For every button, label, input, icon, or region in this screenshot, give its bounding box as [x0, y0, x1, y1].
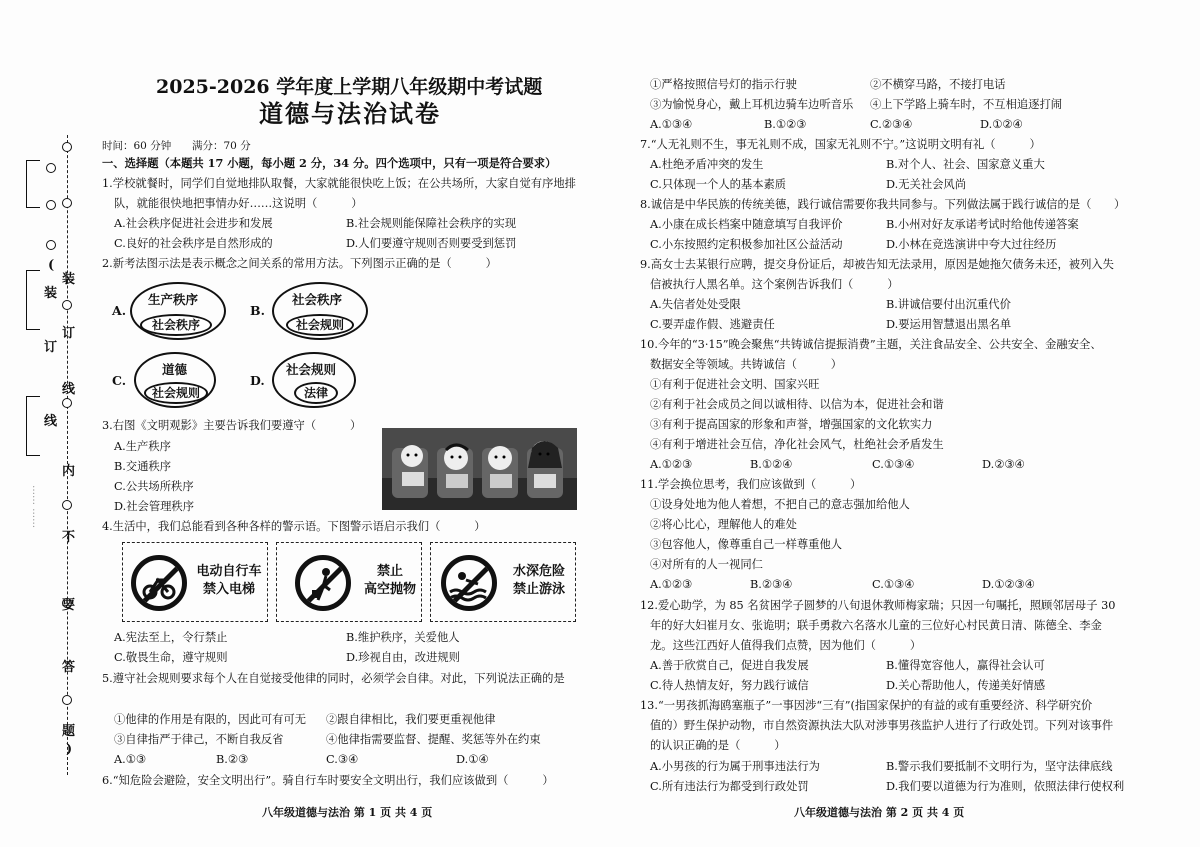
- statement: ④对所有的人一视同仁: [650, 558, 763, 571]
- exam-subtitle: 道德与法治试卷: [259, 99, 441, 128]
- option-c[interactable]: C.所有违法行为都受到行政处罚: [650, 780, 809, 793]
- question-stem: 13.“一男孩抓海鸥塞瓶子”一事因涉“三有”(指国家保护的有益的或有重要经济、科学研究价: [640, 699, 1093, 712]
- statement: ③自律指严于律己，不断自我反省: [114, 733, 284, 746]
- question-stem: 12.爱心助学，为 85 名贫困学子圆梦的八旬退休教师梅家瑞；只因一句嘱托，照顾邻居母子 30: [640, 599, 1116, 612]
- section-heading: 一、选择题（本题共 17 小题，每小题 2 分，34 分。四个选项中，只有一项是符合要求）: [102, 156, 557, 170]
- question-stem: 值的）野生保护动物，市自然资源执法大队对涉事男孩监护人进行了行政处罚。下列对该事件: [650, 719, 1114, 732]
- option-a[interactable]: A.宪法至上，令行禁止: [114, 631, 228, 644]
- option-label: A.: [112, 303, 127, 318]
- faint-bleed-text: …… ……: [30, 485, 41, 529]
- question-stem: 队，就能很快地把事情办好……这说明（ ）: [114, 197, 363, 210]
- option-a[interactable]: A.小康在成长档案中随意填写自我评价: [650, 218, 843, 231]
- binding-hole: [62, 695, 72, 705]
- option-b[interactable]: B.社会规则能保障社会秩序的实现: [346, 217, 517, 230]
- option-d[interactable]: D.小林在竞选演讲中夸大过往经历: [886, 238, 1057, 251]
- option-b[interactable]: B.讲诚信要付出沉重代价: [886, 298, 1011, 311]
- option-b[interactable]: B.警示我们要抵制不文明行为，坚守法律底线: [886, 760, 1113, 773]
- warning-sign-swimming: [430, 542, 576, 622]
- binding-hole: [62, 142, 72, 152]
- no-throwing-icon: [295, 555, 351, 611]
- option-b[interactable]: B.小州对好友承诺考试时给他传递答案: [886, 218, 1079, 231]
- binding-hole: [62, 500, 72, 510]
- statement: ④他律指需要监督、提醒、奖惩等外在约束: [326, 733, 541, 746]
- statement: ①有利于促进社会文明、国家兴旺: [650, 378, 820, 391]
- binding-hole: [46, 240, 56, 250]
- option-label: D.: [250, 373, 265, 388]
- name-bracket: [26, 160, 40, 208]
- question-stem: 龙。这些江西好人值得我们点赞，因为他们（ ）: [650, 639, 922, 652]
- statement: ①设身处地为他人着想，不把自己的意志强加给他人: [650, 498, 910, 511]
- question-stem: 8.诚信是中华民族的传统美德，践行诚信需要你我共同参与。下列做法属于践行诚信的是（ ）: [640, 198, 1126, 211]
- name-bracket: [26, 396, 40, 456]
- option-a[interactable]: A.生产秩序: [114, 440, 171, 453]
- statement: ③包容他人，像尊重自己一样尊重他人: [650, 538, 843, 551]
- no-swimming-icon: [441, 555, 497, 611]
- sign-text: 禁止游泳: [512, 582, 565, 597]
- option-c[interactable]: C.②③④: [870, 118, 913, 131]
- ebike-prohibited-icon: [131, 555, 187, 611]
- cinema-cartoon-image: [382, 428, 577, 510]
- option-b[interactable]: B.交通秩序: [114, 460, 172, 473]
- statement: ①严格按照信号灯的指示行驶: [650, 78, 797, 91]
- question-stem: 4.生活中，我们总能看到各种各样的警示语。下图警示语启示我们（ ）: [102, 520, 486, 533]
- binding-label: 不: [62, 530, 76, 545]
- binding-label: 装: [44, 286, 58, 301]
- page-footer: 八年级道德与法治 第 1 页 共 4 页: [262, 806, 433, 819]
- binding-label: 答: [62, 660, 76, 675]
- option-c[interactable]: C.公共场所秩序: [114, 480, 194, 493]
- option-c[interactable]: C.①③④: [872, 578, 915, 591]
- option-b[interactable]: B.懂得宽容他人，赢得社会认可: [886, 659, 1045, 672]
- option-a[interactable]: A.杜绝矛盾冲突的发生: [650, 158, 764, 171]
- option-d[interactable]: D.要运用智慧退出黑名单: [886, 318, 1012, 331]
- statement: ②将心比心，理解他人的难处: [650, 518, 797, 531]
- option-d[interactable]: D.无关社会风尚: [886, 178, 967, 191]
- option-c[interactable]: C.只体现一个人的基本素质: [650, 178, 787, 191]
- question-stem: 7.“人无礼则不生，事无礼则不成，国家无礼则不宁。”这说明文明有礼（ ）: [640, 138, 1041, 151]
- venn-inner: 社会规则: [144, 382, 208, 404]
- page-footer: 八年级道德与法治 第 2 页 共 4 页: [794, 806, 965, 819]
- question-stem: 数据安全等领域。共铸诚信（ ）: [650, 358, 843, 371]
- statement: ④有利于增进社会互信，净化社会风气，杜绝社会矛盾发生: [650, 438, 944, 451]
- sign-text: 禁止: [376, 564, 403, 579]
- option-label: B.: [250, 303, 265, 318]
- exam-score: 满分：70 分: [192, 140, 251, 152]
- binding-label: 线: [44, 414, 58, 429]
- option-c[interactable]: C.良好的社会秩序是自然形成的: [114, 237, 273, 250]
- question-stem: 9.高女士去某银行应聘，提交身份证后，却被告知无法录用，原因是她拖欠债务未还，被列入失: [640, 258, 1114, 271]
- binding-label: 订: [44, 340, 58, 355]
- question-stem: 5.遵守社会规则要求每个人在自觉接受他律的同时，必须学会自律。对此，下列说法正确的是: [102, 672, 565, 685]
- question-stem: 1.学校就餐时，同学们自觉地排队取餐，大家就能很快吃上饭；在公共场所，大家自觉有序地排: [102, 177, 576, 190]
- question-stem: 信被执行人黑名单。这个案例告诉我们（ ）: [650, 278, 899, 291]
- option-c[interactable]: C.敬畏生命，遵守规则: [114, 651, 228, 664]
- statement: ③为愉悦身心，戴上耳机边骑车边听音乐: [650, 98, 854, 111]
- question-stem: 2.新考法图示法是表示概念之间关系的常用方法。下列图示正确的是（ ）: [102, 257, 497, 270]
- venn-inner: 社会秩序: [140, 314, 212, 336]
- option-a[interactable]: A.①②③: [650, 578, 693, 591]
- binding-strip: [0, 0, 90, 847]
- statement: ①他律的作用是有限的，因此可有可无: [114, 713, 307, 726]
- binding-label: 订: [62, 326, 76, 341]
- option-d[interactable]: D.②③④: [982, 458, 1025, 471]
- option-d[interactable]: D.①②③④: [982, 578, 1035, 591]
- statement: ④上下学路上骑车时，不互相追逐打闹: [870, 98, 1063, 111]
- name-bracket: [26, 270, 40, 330]
- binding-hole: [46, 200, 56, 210]
- venn-inner: 法律: [294, 382, 338, 404]
- binding-label: (: [48, 258, 55, 273]
- question-stem: 11.学会换位思考，我们应该做到（ ）: [640, 478, 862, 491]
- binding-label: 题: [62, 724, 76, 739]
- option-d[interactable]: D.我们要以道德为行为准则，依照法律行使权利: [886, 780, 1125, 793]
- binding-label: 要: [62, 598, 76, 613]
- exam-time: 时间：60 分钟: [102, 140, 172, 152]
- option-b[interactable]: B.②③: [216, 753, 249, 766]
- venn-outer-label: 社会秩序: [292, 292, 343, 307]
- binding-hole: [62, 300, 72, 310]
- binding-label: 线: [62, 382, 76, 397]
- sign-text: 电动自行车: [196, 564, 262, 579]
- option-d[interactable]: D.关心帮助他人，传递美好情感: [886, 679, 1046, 692]
- option-a[interactable]: A.善于欣赏自己，促进自我发展: [650, 659, 809, 672]
- exam-title: 2025-2026 学年度上学期八年级期中考试题: [156, 76, 543, 98]
- question-stem: 3.右图《文明观影》主要告诉我们要遵守（ ）: [102, 419, 362, 432]
- question-stem: 的认识正确的是（ ）: [650, 739, 786, 752]
- option-d[interactable]: D.人们要遵守规则否则要受到惩罚: [346, 237, 517, 250]
- option-label: C.: [112, 373, 127, 388]
- option-b[interactable]: B.①②③: [764, 118, 807, 131]
- binding-label: ): [66, 742, 73, 757]
- statement: ②不横穿马路，不接打电话: [870, 78, 1006, 91]
- option-b[interactable]: B.维护秩序，关爱他人: [346, 631, 460, 644]
- statement: ③有利于提高国家的形象和声誉，增强国家的文化软实力: [650, 418, 933, 431]
- binding-label: 装: [62, 272, 76, 287]
- option-c[interactable]: C.③④: [326, 753, 359, 766]
- option-d[interactable]: D.珍视自由，改进规则: [346, 651, 460, 664]
- venn-inner: 社会规则: [286, 314, 354, 336]
- option-b[interactable]: B.②③④: [750, 578, 793, 591]
- option-d[interactable]: D.①②④: [980, 118, 1023, 131]
- statement: ②有利于社会成员之间以诚相待、以信为本，促进社会和谐: [650, 398, 944, 411]
- binding-hole: [62, 198, 72, 208]
- option-c[interactable]: C.①③④: [872, 458, 915, 471]
- option-d[interactable]: D.①④: [456, 753, 489, 766]
- sign-text: 水深危险: [512, 564, 565, 579]
- option-a[interactable]: A.①③④: [650, 118, 693, 131]
- option-a[interactable]: A.①③: [114, 753, 147, 766]
- warning-sign-ebike: [122, 542, 268, 622]
- option-c[interactable]: C.要弄虚作假、逃避责任: [650, 318, 775, 331]
- option-d[interactable]: D.社会管理秩序: [114, 500, 195, 513]
- option-c[interactable]: C.待人热情友好，努力践行诚信: [650, 679, 809, 692]
- option-a[interactable]: A.小男孩的行为属于刑事违法行为: [650, 760, 820, 773]
- binding-hole: [46, 163, 56, 173]
- binding-hole: [62, 398, 72, 408]
- statement: ②跟自律相比，我们要更重视他律: [326, 713, 496, 726]
- binding-label: 内: [62, 464, 76, 479]
- seal-line: [67, 135, 68, 775]
- option-b[interactable]: B.对个人、社会、国家意义重大: [886, 158, 1045, 171]
- option-b[interactable]: B.①②④: [750, 458, 793, 471]
- venn-outer-label: 生产秩序: [148, 292, 199, 307]
- venn-outer-label: 道德: [162, 362, 188, 377]
- question-stem: 年的好大妇崔月女、张诡明；联手勇救六名落水儿童的三位好心村民黄日清、陈德全、李金: [650, 619, 1102, 632]
- question-stem: 6.“知危险会避险，安全文明出行”。骑自行车时要安全文明出行，我们应该做到（ ）: [102, 774, 554, 787]
- sign-text: 高空抛物: [363, 582, 416, 597]
- warning-sign-throwing: [276, 542, 422, 622]
- option-a[interactable]: A.①②③: [650, 458, 693, 471]
- option-c[interactable]: C.小东按照约定积极参加社区公益活动: [650, 238, 843, 251]
- question-stem: 10.今年的“3·15”晚会聚焦“共铸诚信提振消费”主题，关注食品安全、公共安全、金融安全、: [640, 338, 1102, 351]
- option-a[interactable]: A.失信者处处受限: [650, 298, 741, 311]
- venn-outer-label: 社会规则: [286, 362, 337, 377]
- sign-text: 禁入电梯: [202, 582, 255, 597]
- option-a[interactable]: A.社会秩序促进社会进步和发展: [114, 217, 273, 230]
